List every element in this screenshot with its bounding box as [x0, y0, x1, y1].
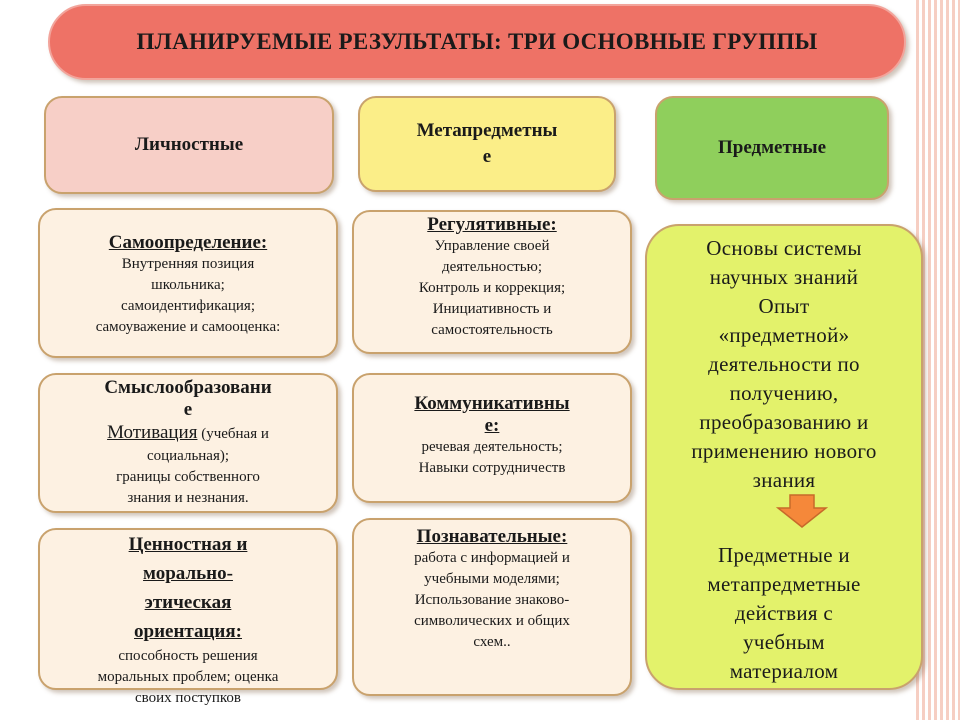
header-subject-label: Предметные: [717, 137, 827, 158]
card-cog-line: работа с информацией и: [414, 550, 570, 566]
card-comm-line: Навыки сотрудничеств: [418, 460, 566, 476]
card-reg-line: деятельностью;: [441, 259, 543, 275]
card-sense-motivation-rest: (учебная и: [197, 426, 269, 442]
card-subject-line: «предметной»: [718, 323, 850, 347]
card-sense-line: знания и незнания.: [127, 490, 249, 506]
card-self-line: самоуважение и самооценка:: [95, 319, 281, 335]
card-value-title-2: морально-: [143, 563, 233, 584]
card-subject-line: действия с: [734, 601, 834, 625]
card-subject-line: Предметные и: [718, 543, 850, 567]
card-reg-line: Контроль и коррекция;: [418, 280, 566, 296]
card-value-title-1: Ценностная и: [128, 534, 248, 555]
arrow-down-icon: [776, 494, 828, 528]
card-self-line: самоидентификация;: [120, 298, 255, 314]
card-value-line: своих поступков: [135, 690, 241, 706]
card-subject: [645, 224, 923, 690]
card-value-title-3: этическая: [144, 592, 232, 613]
card-cog-line: схем..: [473, 634, 511, 650]
card-subject-line: деятельности по: [708, 352, 860, 376]
card-sense-formation: [38, 373, 338, 513]
header-meta: [358, 96, 616, 192]
card-self-line: школьника;: [151, 277, 225, 293]
card-comm-title-1: Коммуникативны: [414, 393, 570, 414]
header-personal-label: Личностные: [134, 134, 244, 155]
card-subject-line: применению нового: [691, 439, 877, 463]
card-comm-title-2: е:: [484, 415, 500, 436]
card-sense-title-2: е: [183, 399, 193, 420]
card-reg-line: Инициативность и: [432, 301, 552, 317]
card-subject-line: получению,: [729, 381, 839, 405]
card-sense-motivation-line: [48, 421, 328, 446]
page-title-banner: [48, 4, 906, 80]
card-subject-second-group: [657, 541, 911, 686]
card-reg-line: Управление своей: [434, 238, 550, 254]
card-cognitive: [352, 518, 632, 696]
card-sense-title-1: Смыслообразовани: [104, 377, 272, 398]
card-cog-line: Использование знаково-: [414, 592, 570, 608]
card-reg-line: самостоятельность: [431, 322, 553, 338]
card-subject-line: материалом: [729, 659, 839, 683]
card-cog-line: учебными моделями;: [424, 571, 560, 587]
page-title: ПЛАНИРУЕМЫЕ РЕЗУЛЬТАТЫ: ТРИ ОСНОВНЫЕ ГРУППЫ: [136, 29, 818, 54]
card-sense-line: границы собственного: [116, 469, 260, 485]
card-sense-motivation: Мотивация: [107, 422, 198, 443]
card-value-line: моральных проблем; оценка: [97, 669, 279, 685]
card-subject-line: Основы системы: [706, 236, 862, 260]
header-personal: [44, 96, 334, 194]
card-value-title-4: ориентация:: [134, 621, 242, 642]
card-value-line: способность решения: [118, 648, 258, 664]
header-meta-line2: е: [482, 146, 492, 167]
card-subject-line: знания: [752, 468, 816, 492]
card-value-orientation: [38, 528, 338, 706]
card-subject-line: учебным: [743, 630, 825, 654]
card-sense-line: социальная);: [146, 448, 230, 464]
card-cog-line: символических и общих: [414, 613, 570, 629]
card-subject-line: метапредметные: [707, 572, 861, 596]
card-self-title: Самоопределение:: [108, 232, 268, 253]
header-subject: [655, 96, 889, 200]
card-cog-title: Познавательные:: [416, 526, 568, 547]
card-self-line: Внутренняя позиция: [121, 256, 255, 272]
card-reg-title: Регулятивные:: [427, 214, 557, 235]
card-self-determination: [38, 208, 338, 358]
card-communicative: [352, 373, 632, 503]
header-meta-line1: Метапредметны: [416, 120, 558, 141]
card-subject-line: научных знаний: [709, 265, 859, 289]
card-comm-line: речевая деятельность;: [421, 439, 563, 455]
card-subject-line: преобразованию и: [699, 410, 869, 434]
card-subject-line: Опыт: [758, 294, 810, 318]
card-regulative: [352, 210, 632, 354]
